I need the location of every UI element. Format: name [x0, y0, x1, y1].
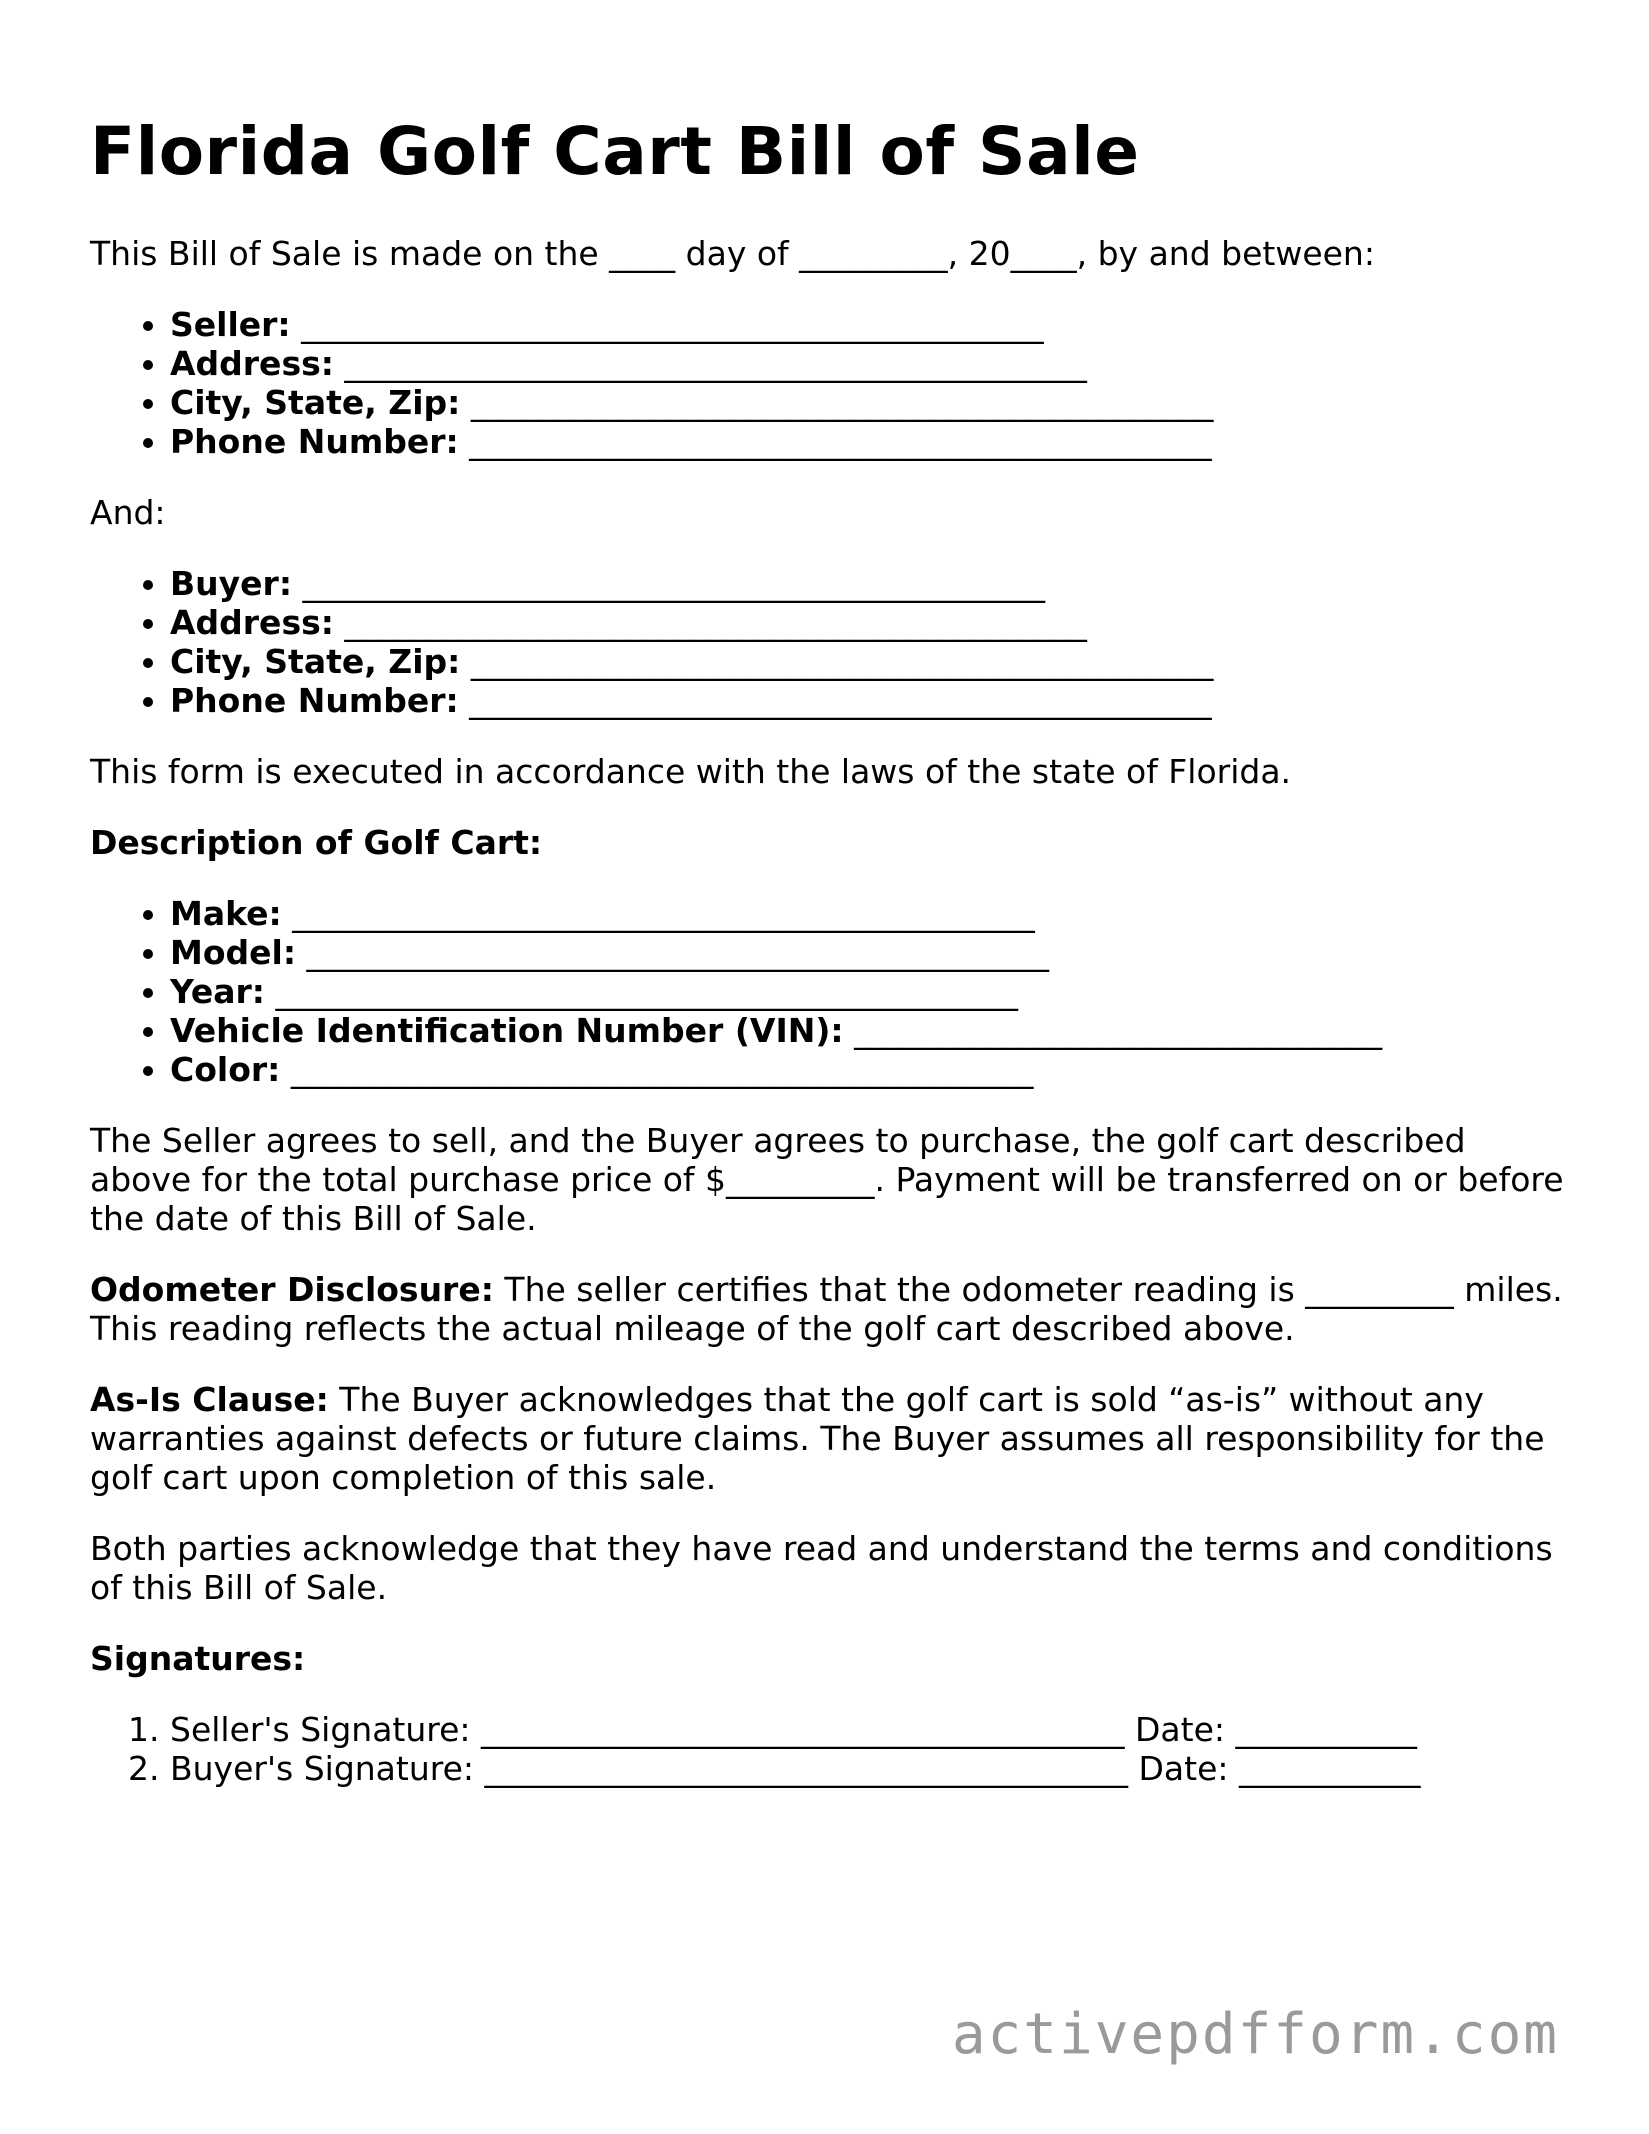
cart-model-field[interactable] — [170, 933, 1570, 972]
field-blank: _____________________________________________ — [458, 681, 1212, 720]
seller-fields-list — [90, 305, 1570, 461]
field-blank: _____________________________________________ — [296, 933, 1050, 972]
field-label: Address: — [170, 344, 334, 383]
cart-vin-field[interactable] — [170, 1011, 1570, 1050]
buyer-phone-field[interactable] — [170, 681, 1570, 720]
field-label: City, State, Zip: — [170, 642, 461, 681]
buyer-fields-list — [90, 564, 1570, 720]
field-label: Phone Number: — [170, 681, 459, 720]
field-blank: _____________________________________________ — [292, 564, 1046, 603]
field-blank: ________________________________ — [843, 1011, 1383, 1050]
field-blank: _____________________________________________ — [280, 1050, 1034, 1089]
seller-name-field[interactable] — [170, 305, 1570, 344]
field-label: Seller: — [170, 305, 291, 344]
watermark: activepdfform.com — [951, 2002, 1559, 2067]
signatures-heading: Signatures: — [90, 1639, 306, 1678]
field-blank: _____________________________________________ — [333, 344, 1087, 383]
intro-paragraph: This Bill of Sale is made on the ____ day of _________, 20____, by and between: — [90, 234, 1375, 273]
field-blank: _____________________________________________ — [281, 894, 1035, 933]
cart-color-field[interactable] — [170, 1050, 1570, 1089]
signatures-list — [90, 1710, 1570, 1788]
field-blank: _____________________________________________ — [333, 603, 1087, 642]
acknowledge-paragraph: Both parties acknowledge that they have read and understand the terms and conditions of this Bill of Sale. — [90, 1529, 1553, 1607]
cart-make-field[interactable] — [170, 894, 1570, 933]
buyer-address-field[interactable] — [170, 603, 1570, 642]
document-title: Florida Golf Cart Bill of Sale — [90, 113, 1140, 190]
description-heading: Description of Golf Cart: — [90, 823, 543, 862]
field-label: Buyer: — [170, 564, 293, 603]
seller-signature-line[interactable]: 1. Seller's Signature: _______________________________________ Date: ___________ — [170, 1710, 1570, 1749]
field-blank: _____________________________________________ — [458, 422, 1212, 461]
field-label: City, State, Zip: — [170, 383, 461, 422]
field-blank: _____________________________________________ — [265, 972, 1018, 1011]
odometer-text: The seller certifies that the odometer reading is _________ miles. This reading reflects the actual mileage of the golf cart described above. — [90, 1270, 1563, 1348]
odometer-paragraph — [90, 1270, 1570, 1348]
buyer-signature-line[interactable]: 2. Buyer's Signature: _______________________________________ Date: ___________ — [170, 1749, 1570, 1788]
field-label: Color: — [170, 1050, 281, 1089]
buyer-city-state-zip-field[interactable] — [170, 642, 1570, 681]
field-blank: _____________________________________________ — [460, 383, 1214, 422]
field-label: Make: — [170, 894, 282, 933]
field-label: Phone Number: — [170, 422, 459, 461]
field-label: Address: — [170, 603, 334, 642]
field-blank: _____________________________________________ — [460, 642, 1214, 681]
as-is-text: The Buyer acknowledges that the golf cart is sold “as-is” without any warranties against defects or future claims. The Buyer assumes all responsibility for the golf cart upon completion of this sale. — [90, 1380, 1545, 1497]
field-blank: _____________________________________________ — [290, 305, 1044, 344]
buyer-name-field[interactable] — [170, 564, 1570, 603]
price-paragraph: The Seller agrees to sell, and the Buyer agrees to purchase, the golf cart described above for the total purchase price of $_________. Payment will be transferred on or before the date of this Bill of Sale. — [90, 1121, 1564, 1238]
seller-phone-field[interactable] — [170, 422, 1570, 461]
field-label: Vehicle Identification Number (VIN): — [170, 1011, 844, 1050]
and-text: And: — [90, 493, 166, 532]
field-label: Year: — [170, 972, 265, 1011]
odometer-label: Odometer Disclosure: — [90, 1270, 494, 1309]
cart-fields-list — [90, 894, 1570, 1089]
seller-address-field[interactable] — [170, 344, 1570, 383]
seller-city-state-zip-field[interactable] — [170, 383, 1570, 422]
as-is-paragraph — [90, 1380, 1570, 1497]
law-paragraph: This form is executed in accordance with the laws of the state of Florida. — [90, 752, 1292, 791]
field-label: Model: — [170, 933, 297, 972]
cart-year-field[interactable] — [170, 972, 1570, 1011]
document-page — [90, 112, 1570, 1820]
as-is-label: As-Is Clause: — [90, 1380, 329, 1419]
